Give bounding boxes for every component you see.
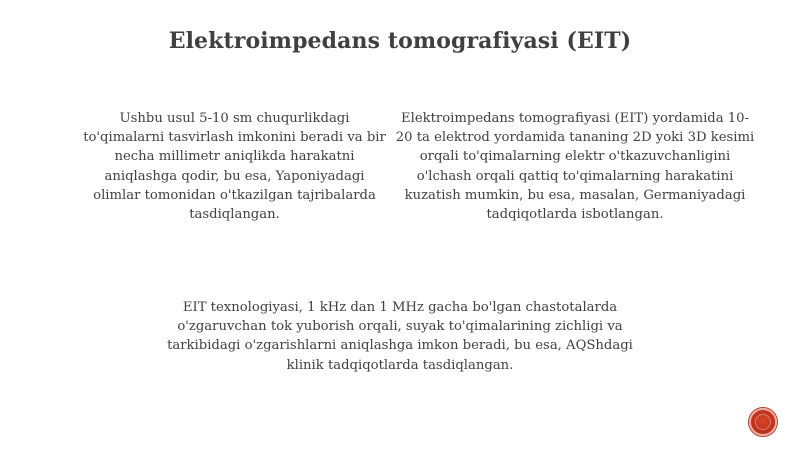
left-text-block: Ushbu usul 5-10 sm chuqurlikdagi to'qimalarni tasvirlash imkonini beradi va bir necha millimetr aniqlikda harakatni aniqlashga qodir, bu esa, Yaponiyadagi olimlar tomonidan o'tkazilgan tajribalarda tasdiqlangan. [83,111,386,223]
slide-title: Elektroimpedans tomografiyasi (EIT) [168,28,632,54]
next-slide-button[interactable] [749,408,777,436]
circle-button-icon [755,414,771,430]
bottom-text-block: EIT texnologiyasi, 1 kHz dan 1 MHz gacha bo'lgan chastotalarda o'zgaruvchan tok yuborish orqali, suyak to'qimalarining zichligi va tarkibidagi o'zgarishlarni aniqlashga imkon beradi, bu esa, AQShdagi klinik tadqiqotlarda tasdiqlangan. [167,300,633,373]
right-text-block: Elektroimpedans tomografiyasi (EIT) yordamida 10-20 ta elektrod yordamida tananing 2D yoki 3D kesimi orqali to'qimalarning elektr o'tkazuvchanligini o'lchash orqali qattiq to'qimalarning harakatini kuzatish mumkin, bu esa, masalan, Germaniyadagi tadqiqotlarda isbotlangan. [395,111,755,223]
